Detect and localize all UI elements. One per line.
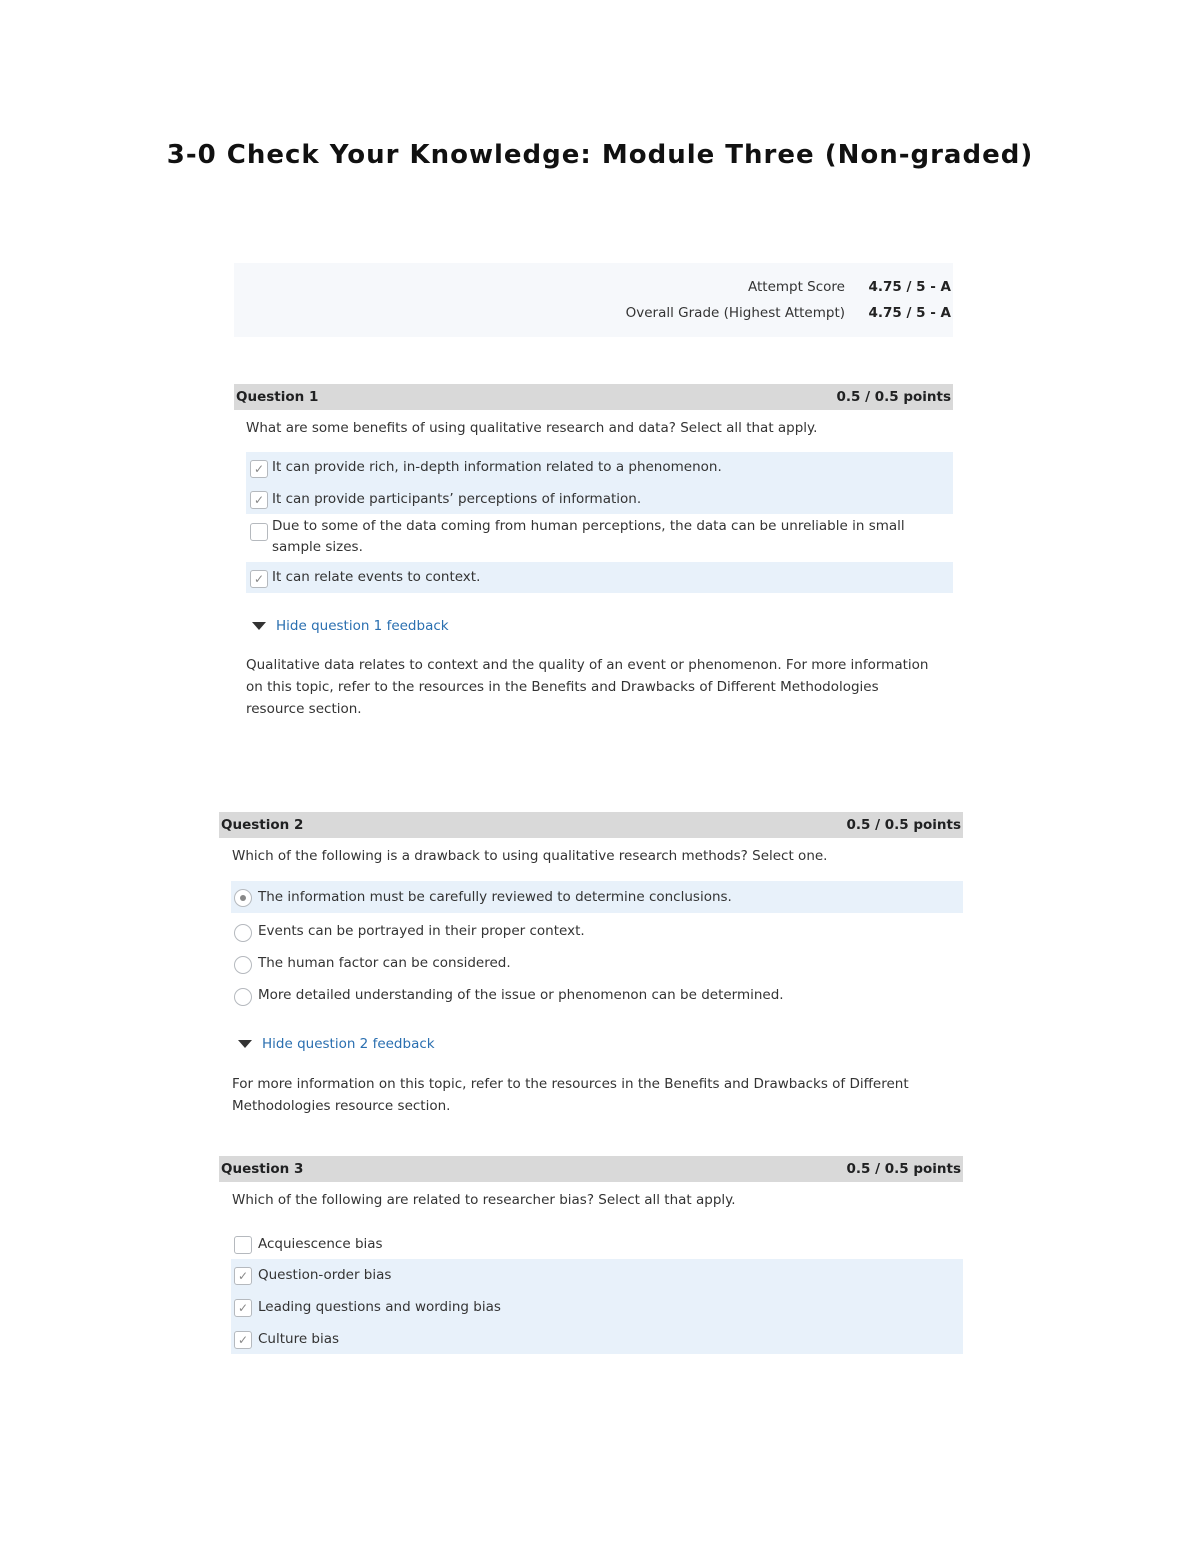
answer-option-label: Due to some of the data coming from human perceptions, the data can be unreliable in small sample sizes. (272, 518, 905, 555)
answer-option[interactable] (231, 1291, 963, 1323)
checkbox[interactable] (250, 523, 268, 541)
checkbox[interactable] (250, 570, 268, 588)
answer-option[interactable] (231, 1323, 963, 1354)
answer-option[interactable] (246, 452, 953, 484)
question-points: 0.5 / 0.5 points (846, 1161, 961, 1177)
question-text: Which of the following is a drawback to using qualitative research methods? Select one. (232, 848, 828, 864)
checkbox[interactable] (234, 1267, 252, 1285)
question-2 (219, 812, 963, 1122)
checkbox[interactable] (250, 491, 268, 509)
answer-option-label: More detailed understanding of the issue or phenomenon can be determined. (258, 987, 784, 1003)
question-text: Which of the following are related to researcher bias? Select all that apply. (232, 1192, 736, 1208)
radio-button[interactable] (234, 956, 252, 974)
question-title: Question 3 (221, 1161, 304, 1177)
answer-option-label: Acquiescence bias (258, 1236, 383, 1252)
feedback-text: For more information on this topic, refer to the resources in the Benefits and Drawbacks of Different Methodologies resource section. (232, 1076, 909, 1114)
hide-feedback-label[interactable]: Hide question 2 feedback (262, 1036, 435, 1052)
answer-option[interactable] (231, 921, 963, 945)
radio-button[interactable] (234, 988, 252, 1006)
attempt-score-value: 4.75 / 5 - A (868, 279, 951, 295)
question-points: 0.5 / 0.5 points (836, 389, 951, 405)
answer-option-label: Culture bias (258, 1331, 340, 1347)
checkbox[interactable] (234, 1331, 252, 1349)
hide-feedback-label[interactable]: Hide question 1 feedback (276, 618, 449, 634)
question-text: What are some benefits of using qualitative research and data? Select all that apply. (246, 420, 818, 436)
answer-option-label: Events can be portrayed in their proper context. (258, 923, 585, 939)
answer-option-label: Question-order bias (258, 1267, 392, 1283)
answer-option[interactable] (231, 1233, 963, 1259)
caret-down-icon (238, 1040, 252, 1048)
overall-grade-label: Overall Grade (Highest Attempt) (625, 305, 845, 321)
answer-option[interactable] (246, 562, 953, 593)
answer-option[interactable] (231, 985, 963, 1009)
score-summary (234, 263, 953, 337)
question-header (219, 812, 963, 838)
feedback-text: Qualitative data relates to context and the quality of an event or phenomenon. For more information on this topic, refer to the resources in the Benefits and Drawbacks of Different Methodologies resource section. (246, 657, 929, 717)
answer-option-label: Leading questions and wording bias (258, 1299, 501, 1315)
radio-button[interactable] (234, 889, 252, 907)
checkbox[interactable] (234, 1236, 252, 1254)
question-title: Question 2 (221, 817, 304, 833)
question-1 (234, 384, 953, 724)
answer-option[interactable] (231, 881, 963, 913)
page-title: 3-0 Check Your Knowledge: Module Three (Non-graded) (166, 140, 1034, 170)
question-points: 0.5 / 0.5 points (846, 817, 961, 833)
answer-option-label: It can provide rich, in-depth information related to a phenomenon. (272, 459, 722, 475)
overall-grade-row (234, 305, 953, 327)
checkbox[interactable] (250, 460, 268, 478)
answer-option-label: It can relate events to context. (272, 569, 481, 585)
overall-grade-value: 4.75 / 5 - A (868, 305, 951, 321)
question-header (234, 384, 953, 410)
answer-option[interactable] (246, 484, 953, 514)
checkbox[interactable] (234, 1299, 252, 1317)
radio-button[interactable] (234, 924, 252, 942)
question-title: Question 1 (236, 389, 319, 405)
answer-option-label: It can provide participants’ perceptions of information. (272, 491, 642, 507)
attempt-score-row (234, 279, 953, 301)
answer-option-label: The human factor can be considered. (258, 955, 511, 971)
caret-down-icon (252, 622, 266, 630)
answer-option[interactable] (231, 1259, 963, 1291)
question-3 (219, 1156, 963, 1356)
answer-option[interactable] (246, 516, 953, 560)
answer-option[interactable] (231, 953, 963, 977)
attempt-score-label: Attempt Score (747, 279, 845, 295)
answer-option-label: The information must be carefully reviewed to determine conclusions. (258, 889, 732, 905)
question-header (219, 1156, 963, 1182)
